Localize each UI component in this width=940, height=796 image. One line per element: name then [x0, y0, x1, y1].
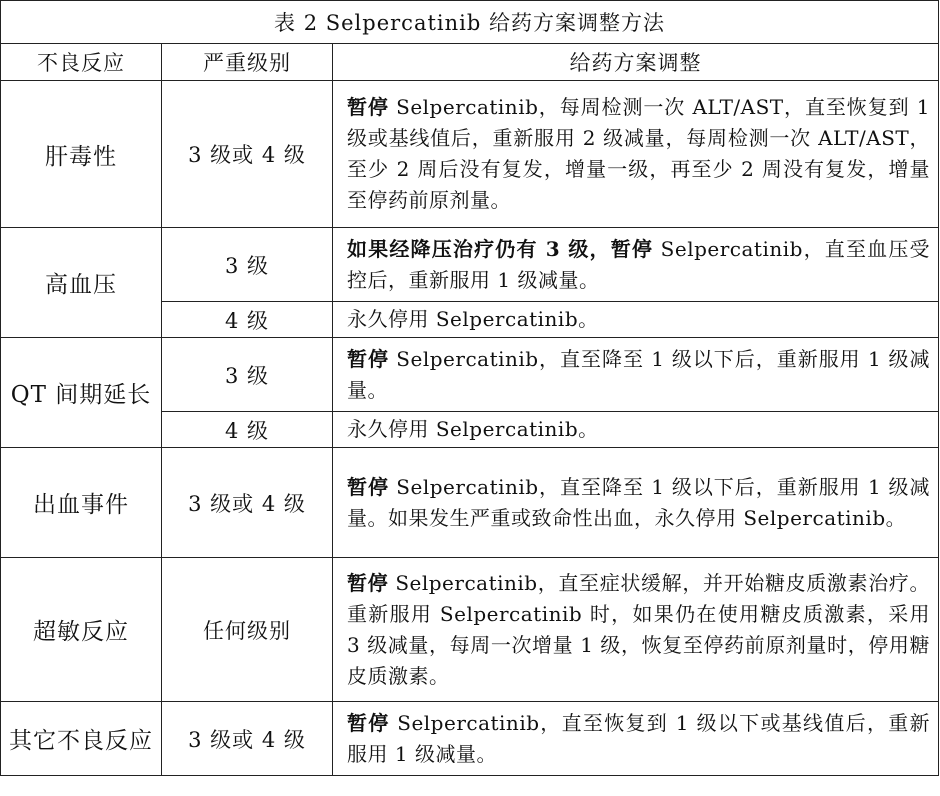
plan-text: 永久停用 Selpercatinib。	[347, 417, 599, 441]
severity-cell: 4 级	[162, 412, 333, 448]
adverse-reaction-cell: 其它不良反应	[1, 702, 162, 776]
header-row	[1, 44, 939, 81]
plan-cell	[333, 448, 939, 558]
plan-text: Selpercatinib，直至症状缓解，并开始糖皮质激素治疗。重新服用 Selpercatinib 时，如果仍在使用糖皮质激素，采用 3 级减量，每周一次增量 1 级，恢复至停药前原剂量时，停用糖皮质激素。	[347, 570, 931, 688]
plan-lead: 暂停	[347, 710, 390, 735]
table-title: 表 2 Selpercatinib 给药方案调整方法	[1, 1, 939, 44]
plan-cell	[333, 81, 939, 228]
plan-cell	[333, 702, 939, 776]
plan-text: Selpercatinib，每周检测一次 ALT/AST，直至恢复到 1 级或基线值后，重新服用 2 级减量，每周检测一次 ALT/AST，至少 2 周后没有复发，增量一级，再至少 2 周没有复发，增量至停药前原剂量。	[347, 95, 931, 212]
plan-cell	[333, 302, 939, 338]
table-row	[1, 338, 939, 412]
plan-cell	[333, 228, 939, 302]
table-row	[1, 558, 939, 702]
severity-cell: 3 级或 4 级	[162, 81, 333, 228]
severity-cell: 4 级	[162, 302, 333, 338]
plan-text: 永久停用 Selpercatinib。	[347, 307, 599, 331]
plan-cell	[333, 338, 939, 412]
plan-text: Selpercatinib，直至恢复到 1 级以下或基线值后，重新服用 1 级减量。	[347, 710, 931, 766]
plan-lead: 如果经降压治疗仍有 3 级，暂停	[347, 236, 654, 261]
plan-lead: 暂停	[347, 346, 389, 371]
header-severity: 严重级别	[162, 44, 333, 81]
adverse-reaction-cell: 出血事件	[1, 448, 162, 558]
severity-cell: 3 级	[162, 338, 333, 412]
table-row	[1, 228, 939, 302]
severity-cell: 3 级或 4 级	[162, 702, 333, 776]
plan-text: Selpercatinib，直至降至 1 级以下后，重新服用 1 级减量。	[347, 346, 931, 402]
header-adverse-reaction: 不良反应	[1, 44, 162, 81]
plan-text: Selpercatinib，直至血压受控后，重新服用 1 级减量。	[347, 236, 931, 292]
table-row	[1, 702, 939, 776]
adverse-reaction-cell: 肝毒性	[1, 81, 162, 228]
adverse-reaction-cell: QT 间期延长	[1, 338, 162, 448]
header-plan: 给药方案调整	[333, 44, 939, 81]
plan-cell	[333, 412, 939, 448]
adverse-reaction-cell: 超敏反应	[1, 558, 162, 702]
severity-cell: 3 级或 4 级	[162, 448, 333, 558]
table-row	[1, 448, 939, 558]
table-row	[1, 81, 939, 228]
plan-lead: 暂停	[347, 474, 389, 499]
severity-cell: 3 级	[162, 228, 333, 302]
plan-lead: 暂停	[347, 95, 389, 119]
plan-lead: 暂停	[347, 570, 389, 595]
plan-text: Selpercatinib，直至降至 1 级以下后，重新服用 1 级减量。如果发生严重或致命性出血，永久停用 Selpercatinib。	[347, 474, 931, 530]
severity-cell: 任何级别	[162, 558, 333, 702]
title-row	[1, 1, 939, 44]
plan-cell	[333, 558, 939, 702]
adverse-reaction-cell: 高血压	[1, 228, 162, 338]
